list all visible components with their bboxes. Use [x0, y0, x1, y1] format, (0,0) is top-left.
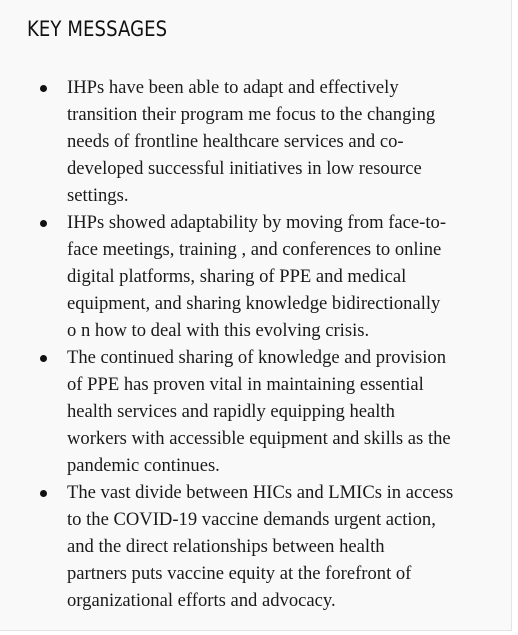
message-line: The continued sharing of knowledge and provision — [67, 347, 447, 368]
list-item — [0, 209, 487, 344]
bullet-icon — [40, 85, 47, 92]
key-messages-list — [0, 74, 512, 614]
bullet-icon — [40, 220, 47, 227]
bullet-icon — [40, 490, 47, 497]
message-line: of PPE has proven vital in maintaining essential — [67, 374, 424, 395]
list-item — [0, 479, 487, 614]
message-line: and the direct relationships between health — [67, 536, 385, 557]
message-line: developed successful initiatives in low resource — [67, 158, 422, 179]
message-line: transition their program me focus to the changing — [67, 104, 436, 125]
section-heading: KEY MESSAGES — [27, 17, 168, 41]
message-line: health services and rapidly equipping health — [67, 401, 395, 422]
message-line: face meetings, training , and conferences to online — [67, 239, 442, 260]
message-line: to the COVID-19 vaccine demands urgent action, — [67, 509, 436, 530]
bullet-icon — [40, 355, 47, 362]
list-item — [0, 344, 487, 479]
message-line: digital platforms, sharing of PPE and medical — [67, 266, 407, 287]
message-line: The vast divide between HICs and LMICs in access — [67, 482, 454, 503]
message-line: organizational efforts and advocacy. — [67, 590, 336, 611]
message-line: settings. — [67, 185, 129, 206]
message-line: partners puts vaccine equity at the forefront of — [67, 563, 412, 584]
message-line: needs of frontline healthcare services and co- — [67, 131, 404, 152]
message-line: workers with accessible equipment and skills as the — [67, 428, 451, 449]
list-item — [0, 74, 487, 209]
message-line: pandemic continues. — [67, 455, 220, 476]
message-line: equipment, and sharing knowledge bidirectionally — [67, 293, 441, 314]
message-line: IHPs have been able to adapt and effectively — [67, 77, 399, 98]
message-line: o n how to deal with this evolving crisis. — [67, 320, 370, 341]
message-line: IHPs showed adaptability by moving from face-to- — [67, 212, 447, 233]
